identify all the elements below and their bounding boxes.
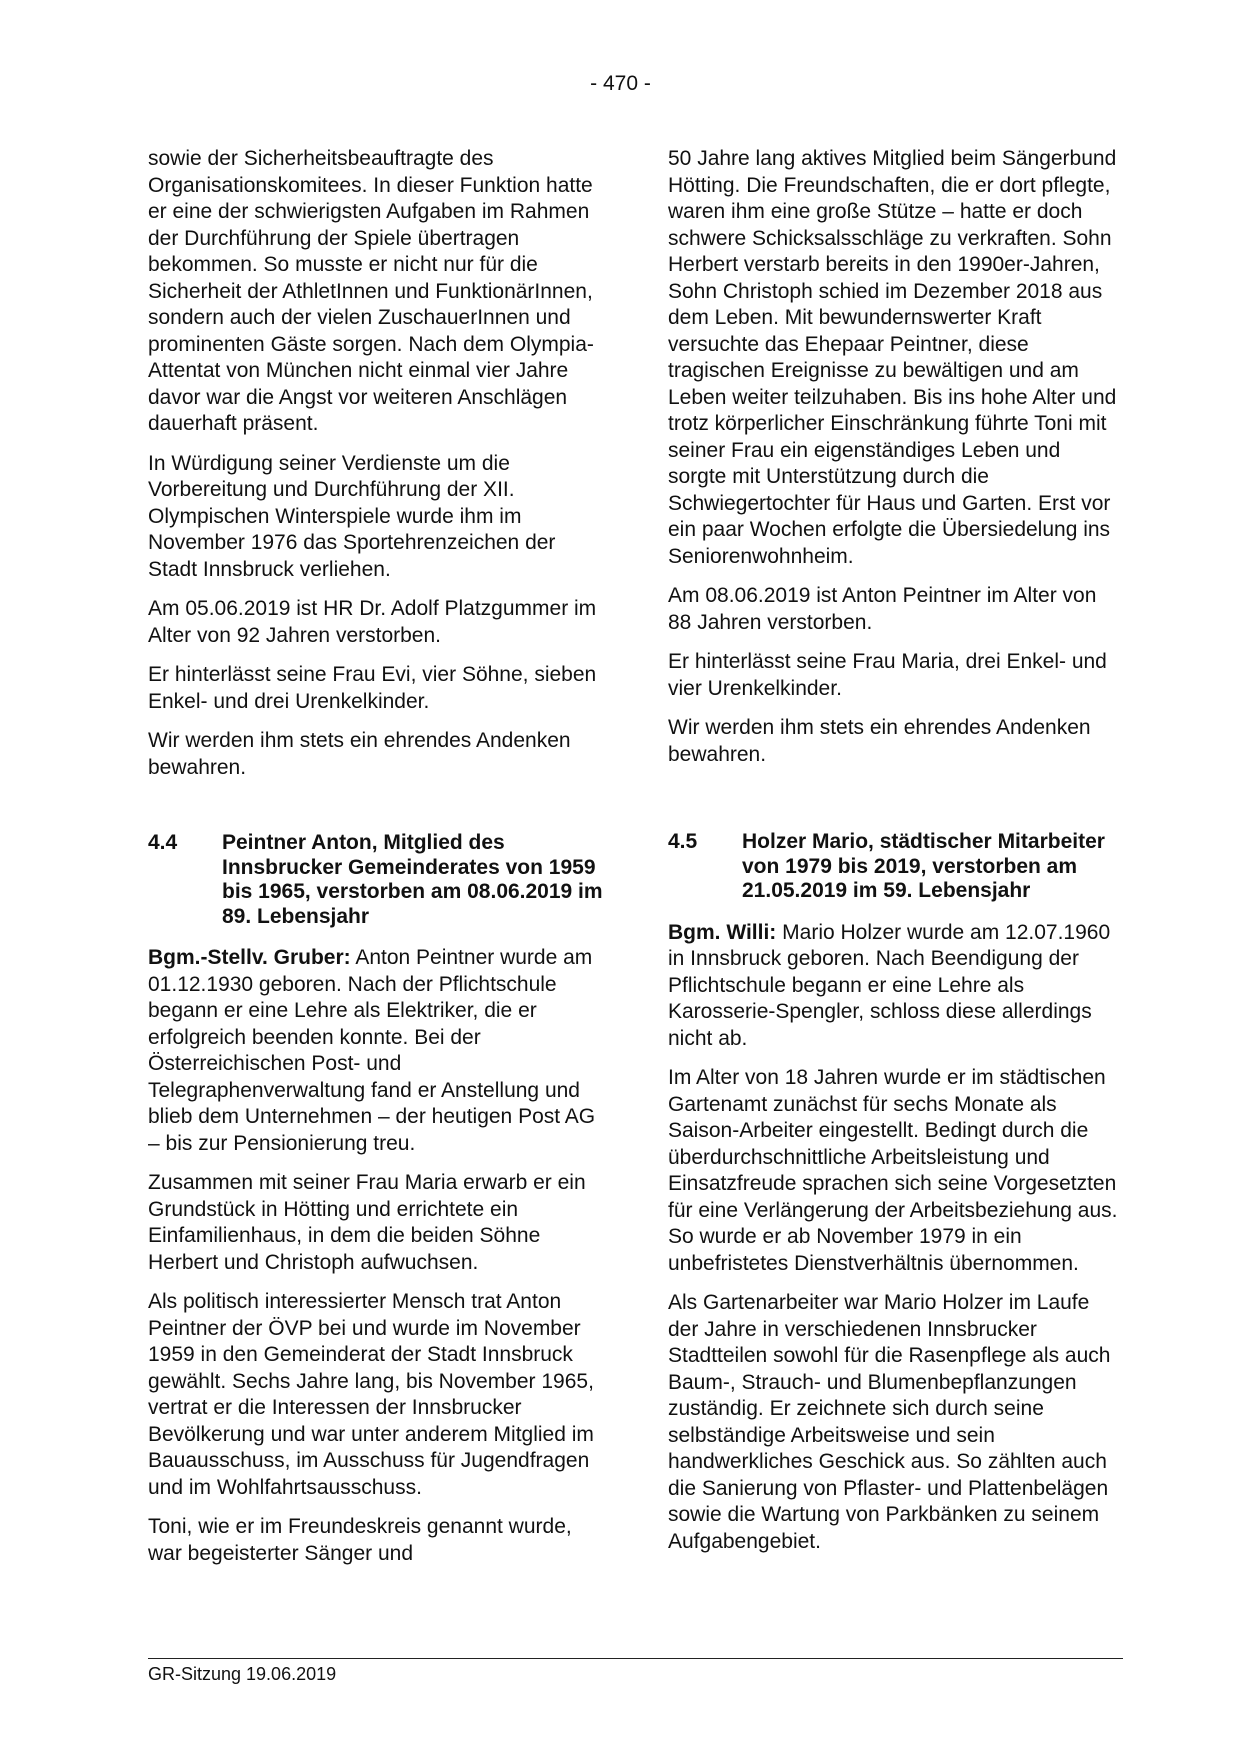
paragraph <box>148 945 603 1157</box>
paragraph: In Würdigung seiner Verdienste um die Vorbereitung und Durchführung der XII. Olympischen Winterspiele wurde ihm im November 1976 das Sportehrenzeichen der Stadt Innsbruck verliehen. <box>148 451 556 581</box>
paragraph: Am 05.06.2019 ist HR Dr. Adolf Platzgummer im Alter von 92 Jahren verstorben. <box>148 597 597 647</box>
paragraph-text: Mario Holzer wurde am 12.07.1960 in Innsbruck geboren. Nach Beendigung der Pflichtschule begann er eine Lehre als Karosserie-Spengler, schloss diese allerdings nicht ab. <box>668 920 1111 1050</box>
section-title: Peintner Anton, Mitglied des Innsbrucker Gemeinderates von 1959 bis 1965, verstorben am 08.06.2019 im 89. Lebensjahr <box>222 831 603 928</box>
speaker-label: Bgm.-Stellv. Gruber: <box>148 946 351 969</box>
paragraph: Wir werden ihm stets ein ehrendes Andenken bewahren. <box>668 716 1091 766</box>
paragraph: sowie der Sicherheitsbeauftragte des Organisationskomitees. In dieser Funktion hatte er eine der schwierigsten Aufgaben im Rahmen der Durchführung der Spiele übertragen bekommen. So musste er nicht nur für die Sicherheit der AthletInnen und FunktionärInnen, sondern auch der vielen ZuschauerInnen und prominenten Gäste sorgen. Nach dem Olympia-Attentat von München nicht einmal vier Jahre davor war die Angst vor weiteren Anschlägen dauerhaft präsent. <box>148 147 594 435</box>
paragraph: Er hinterlässt seine Frau Maria, drei Enkel- und vier Urenkelkinder. <box>668 650 1107 700</box>
page-number: - 470 - <box>590 72 651 95</box>
speaker-label: Bgm. Willi: <box>668 920 777 944</box>
section-heading-4-5 <box>668 830 1123 904</box>
footer-divider <box>148 1658 1123 1659</box>
paragraph: Er hinterlässt seine Frau Evi, vier Söhne, sieben Enkel- und drei Urenkelkinder. <box>148 663 597 713</box>
section-number: 4.4 <box>148 831 178 854</box>
right-column <box>668 146 1123 1568</box>
paragraph <box>668 920 1123 1053</box>
paragraph: 50 Jahre lang aktives Mitglied beim Sängerbund Hötting. Die Freundschaften, die er dort pflegte, waren ihm eine große Stütze – hatte er doch schwere Schicksalsschläge zu verkraften. Sohn Herbert verstarb bereits in den 1990er-Jahren, Sohn Christoph schied im Dezember 2018 aus dem Leben. Mit bewundernswerter Kraft versuchte das Ehepaar Peintner, diese tragischen Ereignisse zu bewältigen und am Leben weiter teilzuhaben. Bis ins hohe Alter und trotz körperlicher Einschränkung führte Toni mit seiner Frau ein eigenständiges Leben und sorgte mit Unterstützung durch die Schwiegertochter für Haus und Garten. Erst vor ein paar Wochen erfolgte die Übersiedelung ins Seniorenwohnheim. <box>668 147 1117 568</box>
paragraph-text: Anton Peintner wurde am 01.12.1930 geboren. Nach der Pflichtschule begann er eine Lehre als Elektriker, die er erfolgreich beenden konnte. Bei der Österreichischen Post- und Telegraphenverwaltung fand er Anstellung und blieb dem Unternehmen – der heutigen Post AG – bis zur Pensionierung treu. <box>148 946 596 1155</box>
paragraph: Zusammen mit seiner Frau Maria erwarb er ein Grundstück in Hötting und errichtete ein Einfamilienhaus, in dem die beiden Söhne Herbert und Christoph aufwuchsen. <box>148 1171 586 1274</box>
paragraph: Wir werden ihm stets ein ehrendes Andenken bewahren. <box>148 729 571 779</box>
section-title: Holzer Mario, städtischer Mitarbeiter von 1979 bis 2019, verstorben am 21.05.2019 im 59. Lebensjahr <box>742 830 1105 902</box>
paragraph: Als Gartenarbeiter war Mario Holzer im Laufe der Jahre in verschiedenen Innsbrucker Stadtteilen sowohl für die Rasenpflege als auch Baum-, Strauch- und Blumenbepflanzungen zuständig. Er zeichnete sich durch seine selbständige Arbeitsweise und sein handwerkliches Geschick aus. So zählten auch die Sanierung von Pflaster- und Plattenbelägen sowie die Wartung von Parkbänken zu seinem Aufgabengebiet. <box>668 1291 1111 1553</box>
paragraph: Am 08.06.2019 ist Anton Peintner im Alter von 88 Jahren verstorben. <box>668 584 1097 634</box>
left-column <box>148 146 603 1580</box>
footer-text: GR-Sitzung 19.06.2019 <box>148 1664 337 1684</box>
section-number: 4.5 <box>668 830 698 853</box>
paragraph: Toni, wie er im Freundeskreis genannt wurde, war begeisterter Sänger und <box>148 1515 572 1565</box>
paragraph: Im Alter von 18 Jahren wurde er im städtischen Gartenamt zunächst für sechs Monate als Saison-Arbeiter eingestellt. Bedingt durch die überdurchschnittliche Arbeitsleistung und Einsatzfreude sprachen sich seine Vorgesetzten für eine Verlängerung der Arbeitsbeziehung aus. So wurde er ab November 1979 in ein unbefristetes Dienstverhältnis übernommen. <box>668 1066 1118 1275</box>
section-heading-4-4 <box>148 831 603 929</box>
paragraph: Als politisch interessierter Mensch trat Anton Peintner der ÖVP bei und wurde im November 1959 in den Gemeinderat der Stadt Innsbruck gewählt. Sechs Jahre lang, bis November 1965, vertrat er die Interessen der Innsbrucker Bevölkerung und war unter anderem Mitglied im Bauausschuss, im Ausschuss für Jugendfragen und im Wohlfahrtsausschuss. <box>148 1290 594 1499</box>
